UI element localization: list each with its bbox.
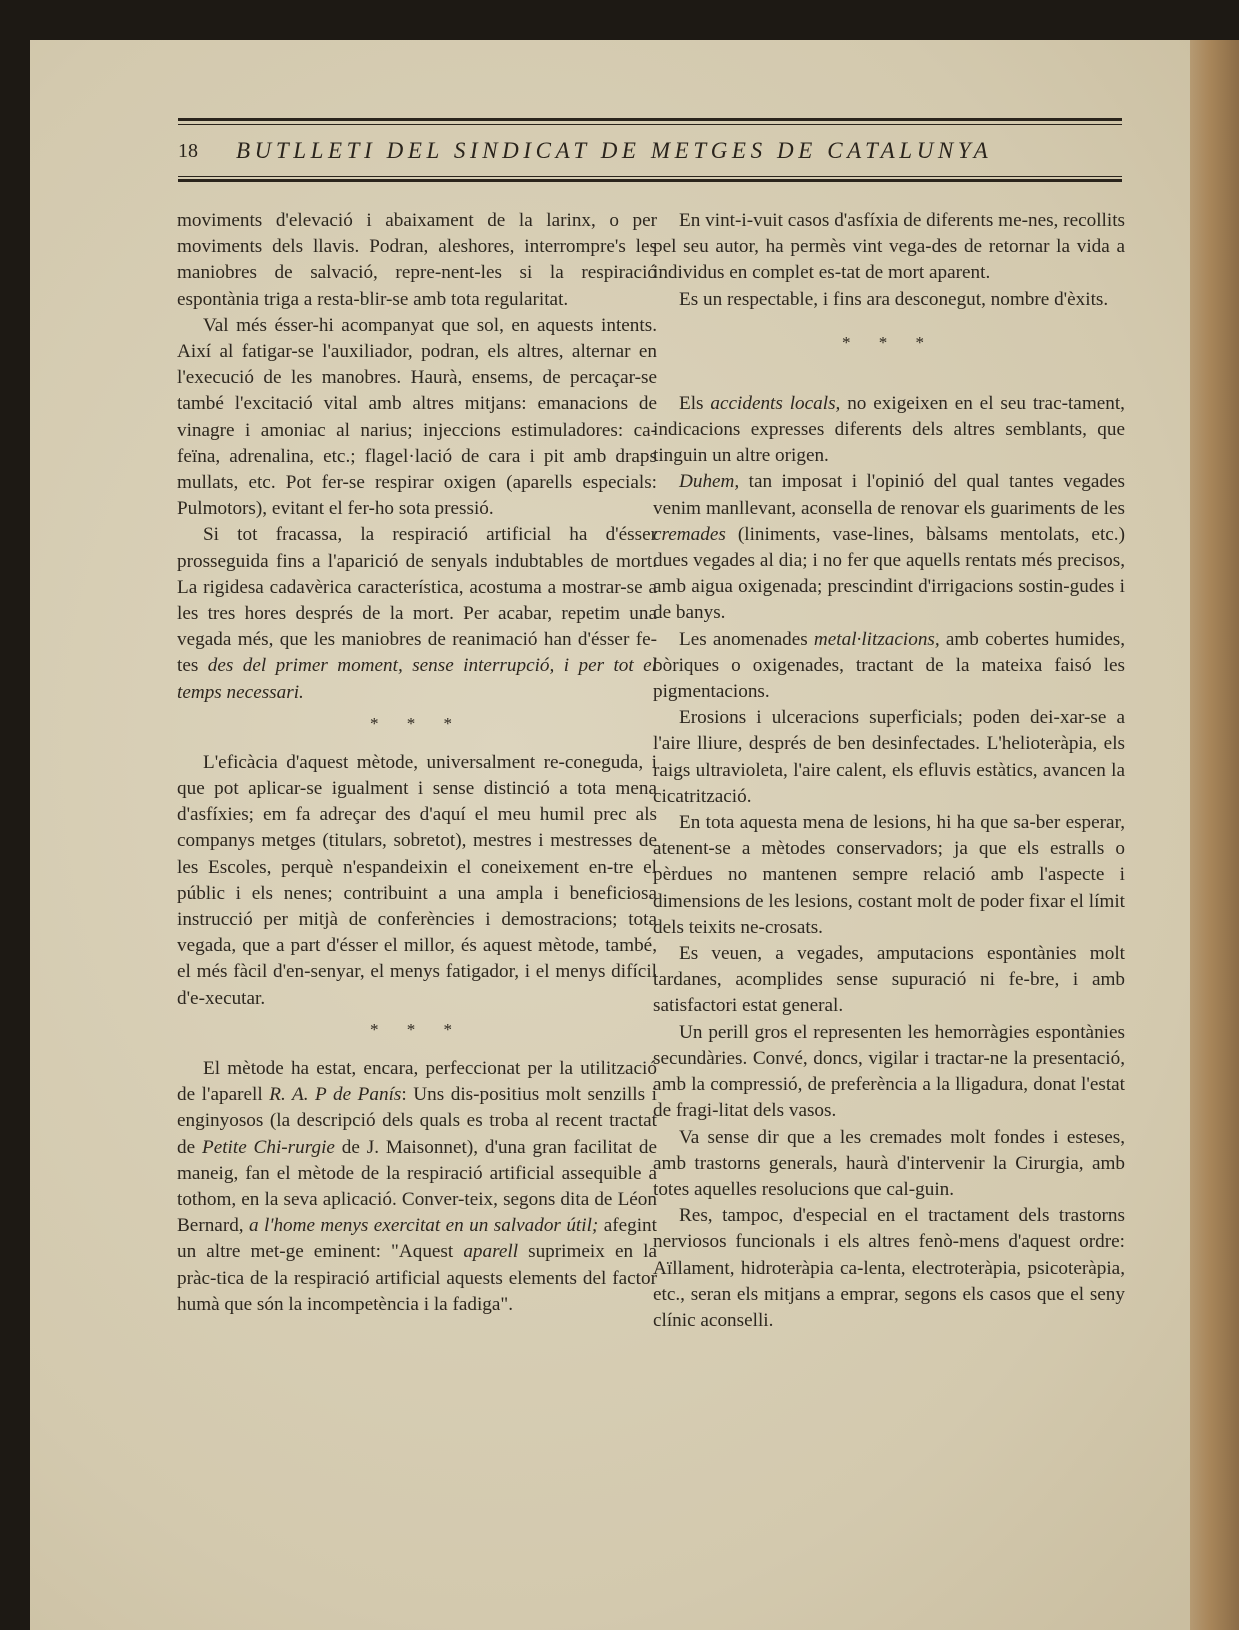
text-run: Les anomenades bbox=[679, 628, 814, 650]
paragraph: moviments d'elevació i abaixament de la larinx, o per moviments dels llavis. Podran, aleshores, interrompre's les maniobres de salvació, repre-nent-les si la respiració espontània triga a resta-blir-se amb tota regularitat. bbox=[177, 210, 657, 310]
paragraph: Erosions i ulceracions superficials; poden dei-xar-se a l'aire lliure, després de ben desinfectades. L'helioteràpia, els raigs ultravioleta, l'aire calent, els efluvis estàtics, avancen la cicatrització. bbox=[653, 707, 1125, 807]
section-separator: * * * bbox=[370, 713, 464, 733]
left-column bbox=[177, 208, 657, 1318]
paragraph: Va sense dir que a les cremades molt fondes i esteses, amb trastorns generals, haurà d'intervenir la Cirurgia, amb totes aquelles resolucions que cal-guin. bbox=[653, 1126, 1125, 1200]
journal-title: BUTLLETI DEL SINDICAT DE METGES DE CATALUNYA bbox=[236, 138, 993, 163]
paragraph: Es veuen, a vegades, amputacions espontànies molt tardanes, acomplides sense supuració ni fe-bre, i amb satisfactori estat general. bbox=[653, 943, 1125, 1017]
paragraph: Es un respectable, i fins ara desconegut, nombre d'èxits. bbox=[679, 288, 1109, 310]
text-run: : Uns dis-positius molt senzills i enginyosos (la descripció dels quals es troba al recent tractat de bbox=[177, 1084, 657, 1158]
paragraph: L'eficàcia d'aquest mètode, universalment re-coneguda, i que pot aplicar-se igualment i sense distinció a tota mena d'asfíxies; em fa adreçar des d'aquí el meu humil prec als companys metges (titulars, sobretot), mestres i mestresses de les Escoles, perquè n'espandeixin el coneixement en-tre el públic i els nenes; contribuint a una ampla i beneficiosa instrucció per mitjà de conferències i demostracions; tota vegada, que a part d'ésser el millor, és aquest mètode, també, el més fàcil d'en-senyar, el menys fatigador, i el menys difícil d'e-xecutar. bbox=[177, 751, 657, 1009]
paragraph bbox=[177, 1056, 657, 1318]
italic-text: R. A. P de Panís bbox=[269, 1084, 402, 1106]
book-edge bbox=[1190, 40, 1239, 1630]
italic-text: a l'home menys exercitat en un salvador útil; bbox=[249, 1215, 599, 1237]
italic-text: accidents locals, bbox=[710, 392, 841, 414]
right-column bbox=[653, 208, 1125, 1334]
italic-text: metal·litzacions, bbox=[813, 628, 940, 650]
text-run: Si tot fracassa, la respiració artificial ha d'ésser prosseguida fins a l'aparició de senyals indubtables de mort. La rigidesa cadavèrica característica, acostuma a mostrar-se a les tres hores després de la mort. Per acabar, repetim una vegada més, que les maniobres de reanimació han d'ésser fe-tes bbox=[177, 524, 657, 677]
header-rule-bottom bbox=[178, 179, 1122, 182]
header-rule-bottom-thin bbox=[178, 176, 1122, 177]
text-run: amb cobertes humides, bòriques o oxigenades, tractant de la mateixa faisó les pigmentacions. bbox=[653, 628, 1125, 703]
text-run: (liniments, vase-lines, bàlsams mentolats, etc.) dues vegades al dia; i no fer que aquells rentats més precisos, amb aigua oxigenada; prescindint d'irrigacions sostin-gudes i de banys. bbox=[653, 523, 1125, 624]
italic-text: Petite Chi-rurgie bbox=[201, 1136, 335, 1158]
running-header bbox=[178, 118, 1122, 186]
text-run: El mètode ha estat, encara, perfeccionat per la utilització de l'aparell bbox=[177, 1057, 657, 1106]
section-separator: * * * bbox=[370, 1019, 464, 1039]
paragraph bbox=[653, 391, 1125, 470]
text-run: tan imposat i l'opinió del qual tantes vegades venim manllevant, aconsella de renovar els guariments de les bbox=[653, 471, 1125, 519]
italic-text: aparell bbox=[463, 1241, 519, 1263]
text-run: Els bbox=[679, 392, 711, 414]
paragraph: Un perill gros el representen les hemorràgies espontànies secundàries. Convé, doncs, vigilar i tractar-ne la presentació, amb la compressió, de preferència a la lligadura, donat l'estat de fragi-litat dels vasos. bbox=[653, 1021, 1125, 1122]
italic-text: des del primer moment, sense interrupció, i per tot el temps necessari. bbox=[177, 655, 657, 703]
italic-text: Duhem, bbox=[679, 471, 740, 493]
paragraph: En tota aquesta mena de lesions, hi ha que sa-ber esperar, atenent-se a mètodes conservadors; ja que els estralls o pèrdues no mantenen sempre relació amb l'aspecte i dimensions de les lesions, costant molt de poder fixar el límit dels teixits ne-crosats. bbox=[653, 812, 1125, 938]
section-separator: * * * bbox=[842, 332, 936, 352]
text-run: no exigeixen en el seu trac-tament, indicacions expresses diferents dels altres semblants, que tinguin un altre origen. bbox=[653, 392, 1125, 467]
paragraph bbox=[653, 469, 1125, 626]
paragraph: Res, tampoc, d'especial en el tractament dels trastorns nerviosos funcionals i els altres fenò-mens d'aquest ordre: Aïllament, hidroteràpia ca-lenta, electroteràpia, psicoteràpia, etc., seran els mitjans a emprar, segons els casos que el seny clínic aconselli. bbox=[653, 1205, 1125, 1331]
paragraph bbox=[653, 627, 1125, 706]
page-number: 18 bbox=[178, 139, 198, 162]
header-rule-top bbox=[178, 118, 1122, 121]
italic-text: cremades bbox=[653, 523, 726, 545]
paragraph bbox=[177, 522, 657, 705]
text-run: de J. Maisonnet), d'una gran facilitat de maneig, fan el mètode de la respiració artificial assequible a tothom, en la seva aplicació. Conver-teix, segons dita de Léon Bernard, bbox=[177, 1136, 657, 1237]
text-run: afegint un altre met-ge eminent: "Aquest bbox=[177, 1215, 657, 1263]
text-run: suprimeix en la pràc-tica de la respiració artificial aquests elements del factor humà que són la incompetència i la fadiga". bbox=[177, 1241, 657, 1315]
header-row bbox=[178, 132, 1122, 170]
header-rule-top-thin bbox=[178, 124, 1122, 125]
paragraph: En vint-i-vuit casos d'asfíxia de diferents me-nes, recollits pel seu autor, ha permès vint vega-des de retornar la vida a individus en complet es-tat de mort aparent. bbox=[653, 210, 1125, 284]
paragraph: Val més ésser-hi acompanyat que sol, en aquests intents. Així al fatigar-se l'auxiliador, podran, els altres, alternar en l'execució de les manobres. Haurà, ensems, de percaçar-se també l'excitació vital amb altres mitjans: emanacions de vinagre i amoniac al narius; injeccions estimuladores: ca-feïna, adrenalina, etc.; flagel·lació de cara i pit amb draps mullats, etc. Pot fer-se respirar oxigen (aparells especials: Pulmotors), evitant el fer-ho sota pressió. bbox=[177, 314, 657, 520]
